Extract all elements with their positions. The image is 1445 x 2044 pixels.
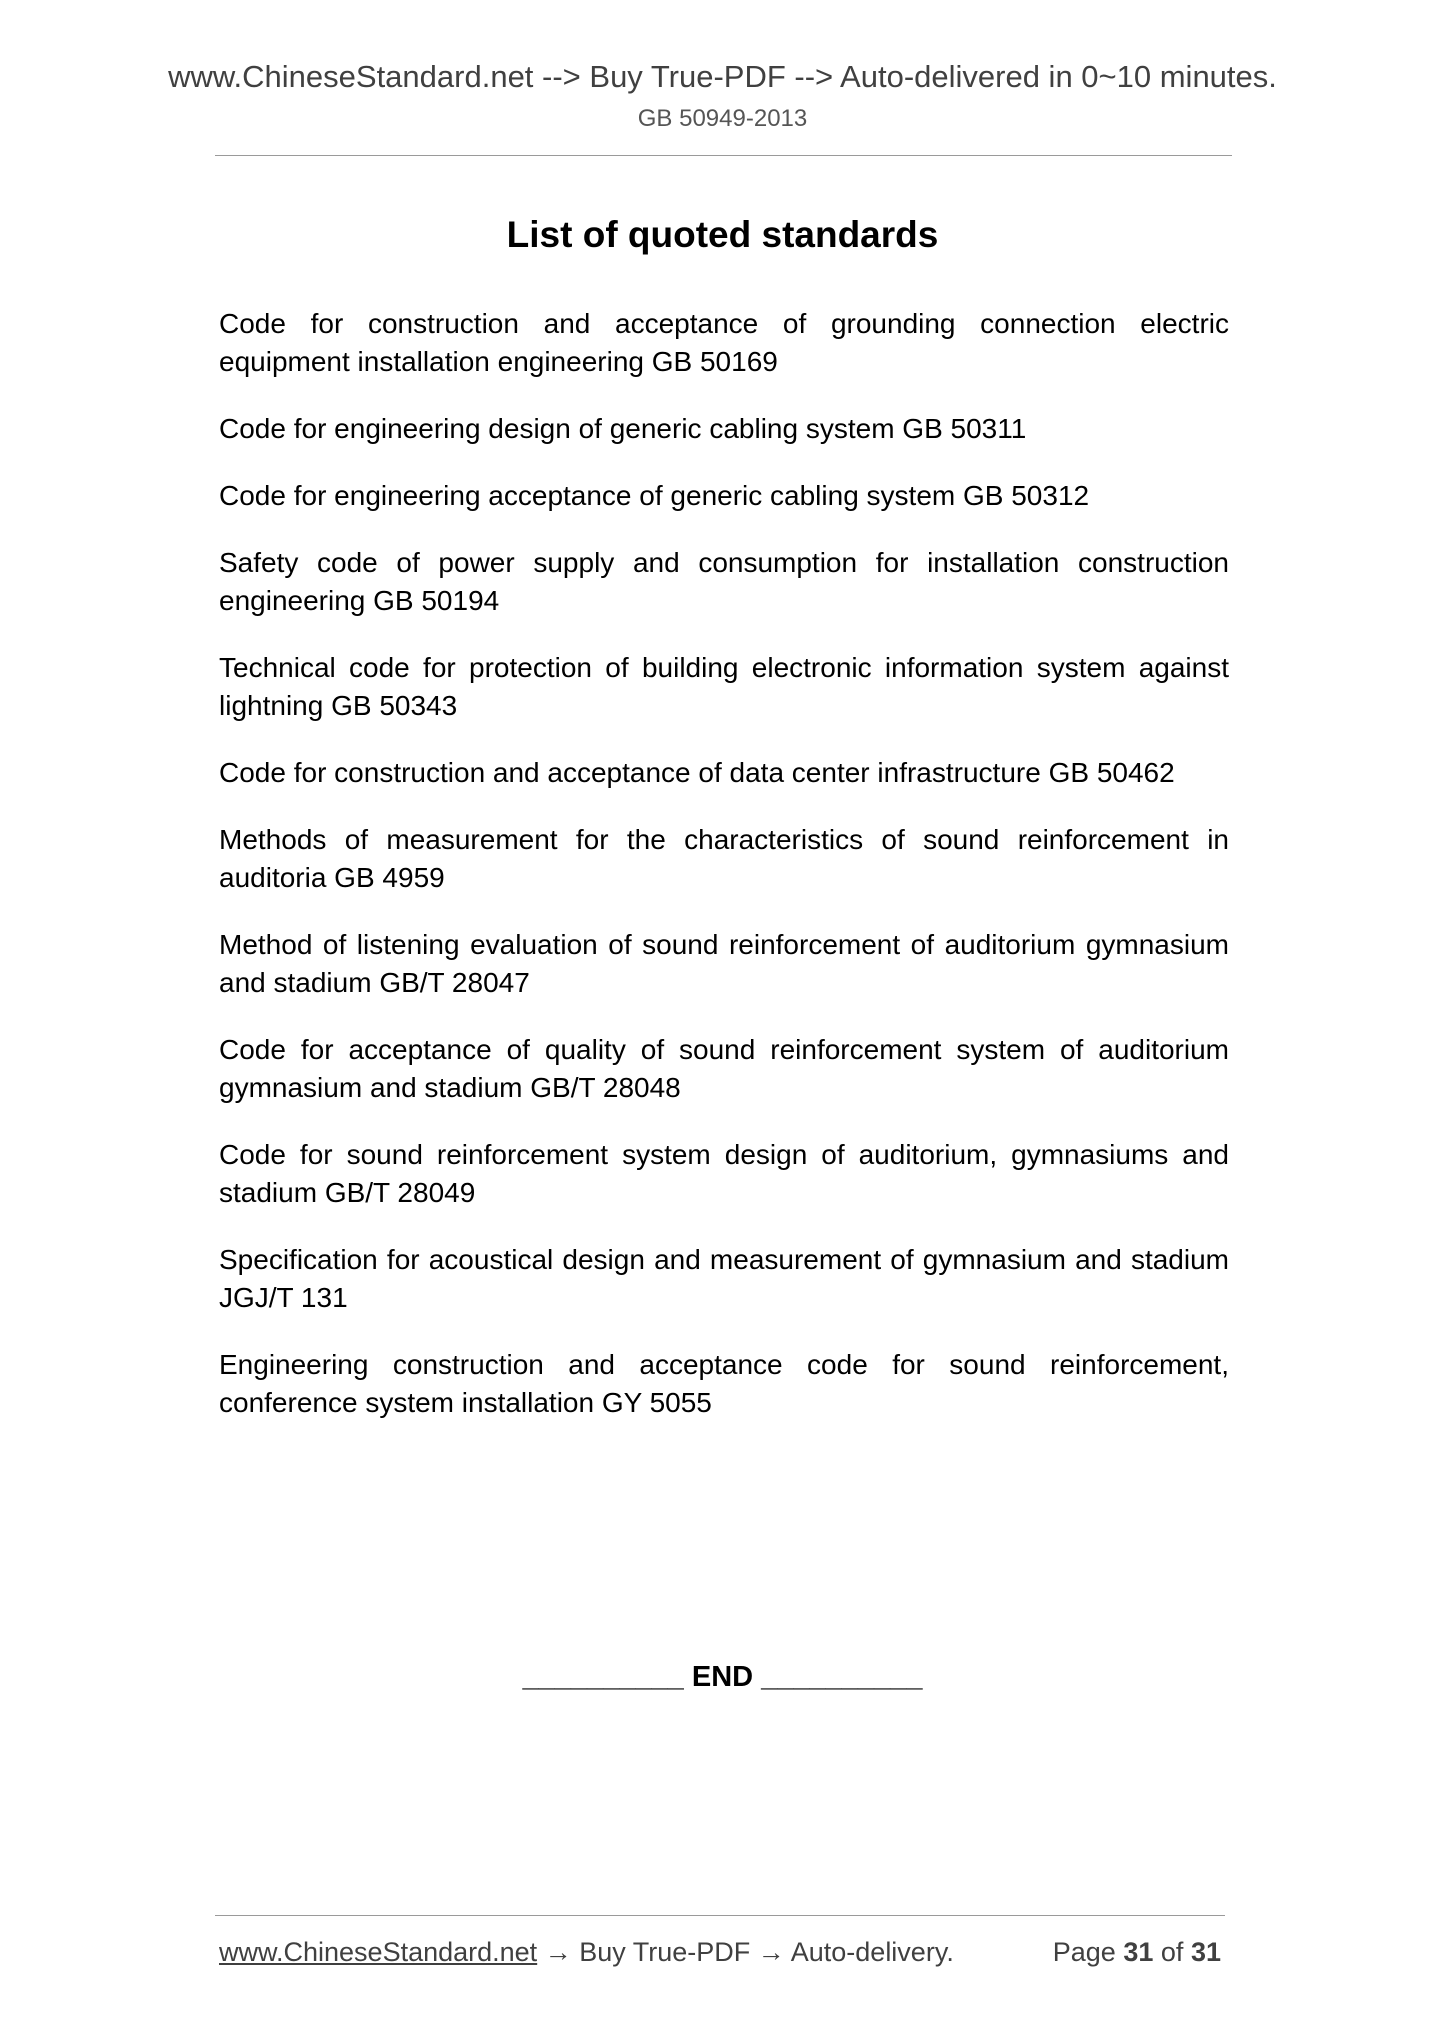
page-current: 31 xyxy=(1123,1937,1154,1967)
document-code: GB 50949-2013 xyxy=(637,105,808,132)
footer-website-link[interactable]: www.ChineseStandard.net xyxy=(219,1937,538,1967)
standard-item: Code for acceptance of quality of sound reinforcement system of auditorium gymnasium and stadium GB/T 28048 xyxy=(219,1034,1229,1103)
standard-item: Methods of measurement for the characteristics of sound reinforcement in auditoria GB 4959 xyxy=(219,824,1229,893)
page-title: List of quoted standards xyxy=(506,214,939,255)
standard-item: Code for engineering acceptance of generic cabling system GB 50312 xyxy=(219,480,1090,511)
standard-item: Code for construction and acceptance of grounding connection electric equipment installation engineering GB 50169 xyxy=(219,308,1229,377)
page-number xyxy=(1053,1934,1221,1970)
end-marker: __________ END __________ xyxy=(522,1661,923,1693)
standard-item: Specification for acoustical design and measurement of gymnasium and stadium JGJ/T 131 xyxy=(219,1244,1229,1313)
standard-item: Code for engineering design of generic cabling system GB 50311 xyxy=(219,413,1027,444)
page-total: 31 xyxy=(1190,1937,1221,1967)
page-label: Page xyxy=(1052,1937,1116,1967)
header-banner: www.ChineseStandard.net --> Buy True-PDF --> Auto-delivered in 0~10 minutes. xyxy=(168,59,1277,94)
standard-item: Safety code of power supply and consumption for installation construction engineering GB 50194 xyxy=(219,547,1229,616)
footer-promo xyxy=(219,1934,954,1970)
standard-item: Technical code for protection of building electronic information system against lightning GB 50343 xyxy=(219,652,1229,721)
quoted-standards-list xyxy=(219,305,1229,1451)
standard-item: Engineering construction and acceptance code for sound reinforcement, conference system installation GY 5055 xyxy=(219,1349,1229,1418)
standard-item: Method of listening evaluation of sound reinforcement of auditorium gymnasium and stadium GB/T 28047 xyxy=(219,929,1229,998)
header-divider xyxy=(215,155,1232,156)
footer-promo-text: → Buy True-PDF → Auto-delivery. xyxy=(537,1937,954,1967)
page-of-label: of xyxy=(1160,1937,1184,1967)
standard-item: Code for construction and acceptance of data center infrastructure GB 50462 xyxy=(219,757,1175,788)
footer-divider xyxy=(215,1915,1225,1916)
standard-item: Code for sound reinforcement system design of auditorium, gymnasiums and stadium GB/T 28049 xyxy=(219,1139,1229,1208)
